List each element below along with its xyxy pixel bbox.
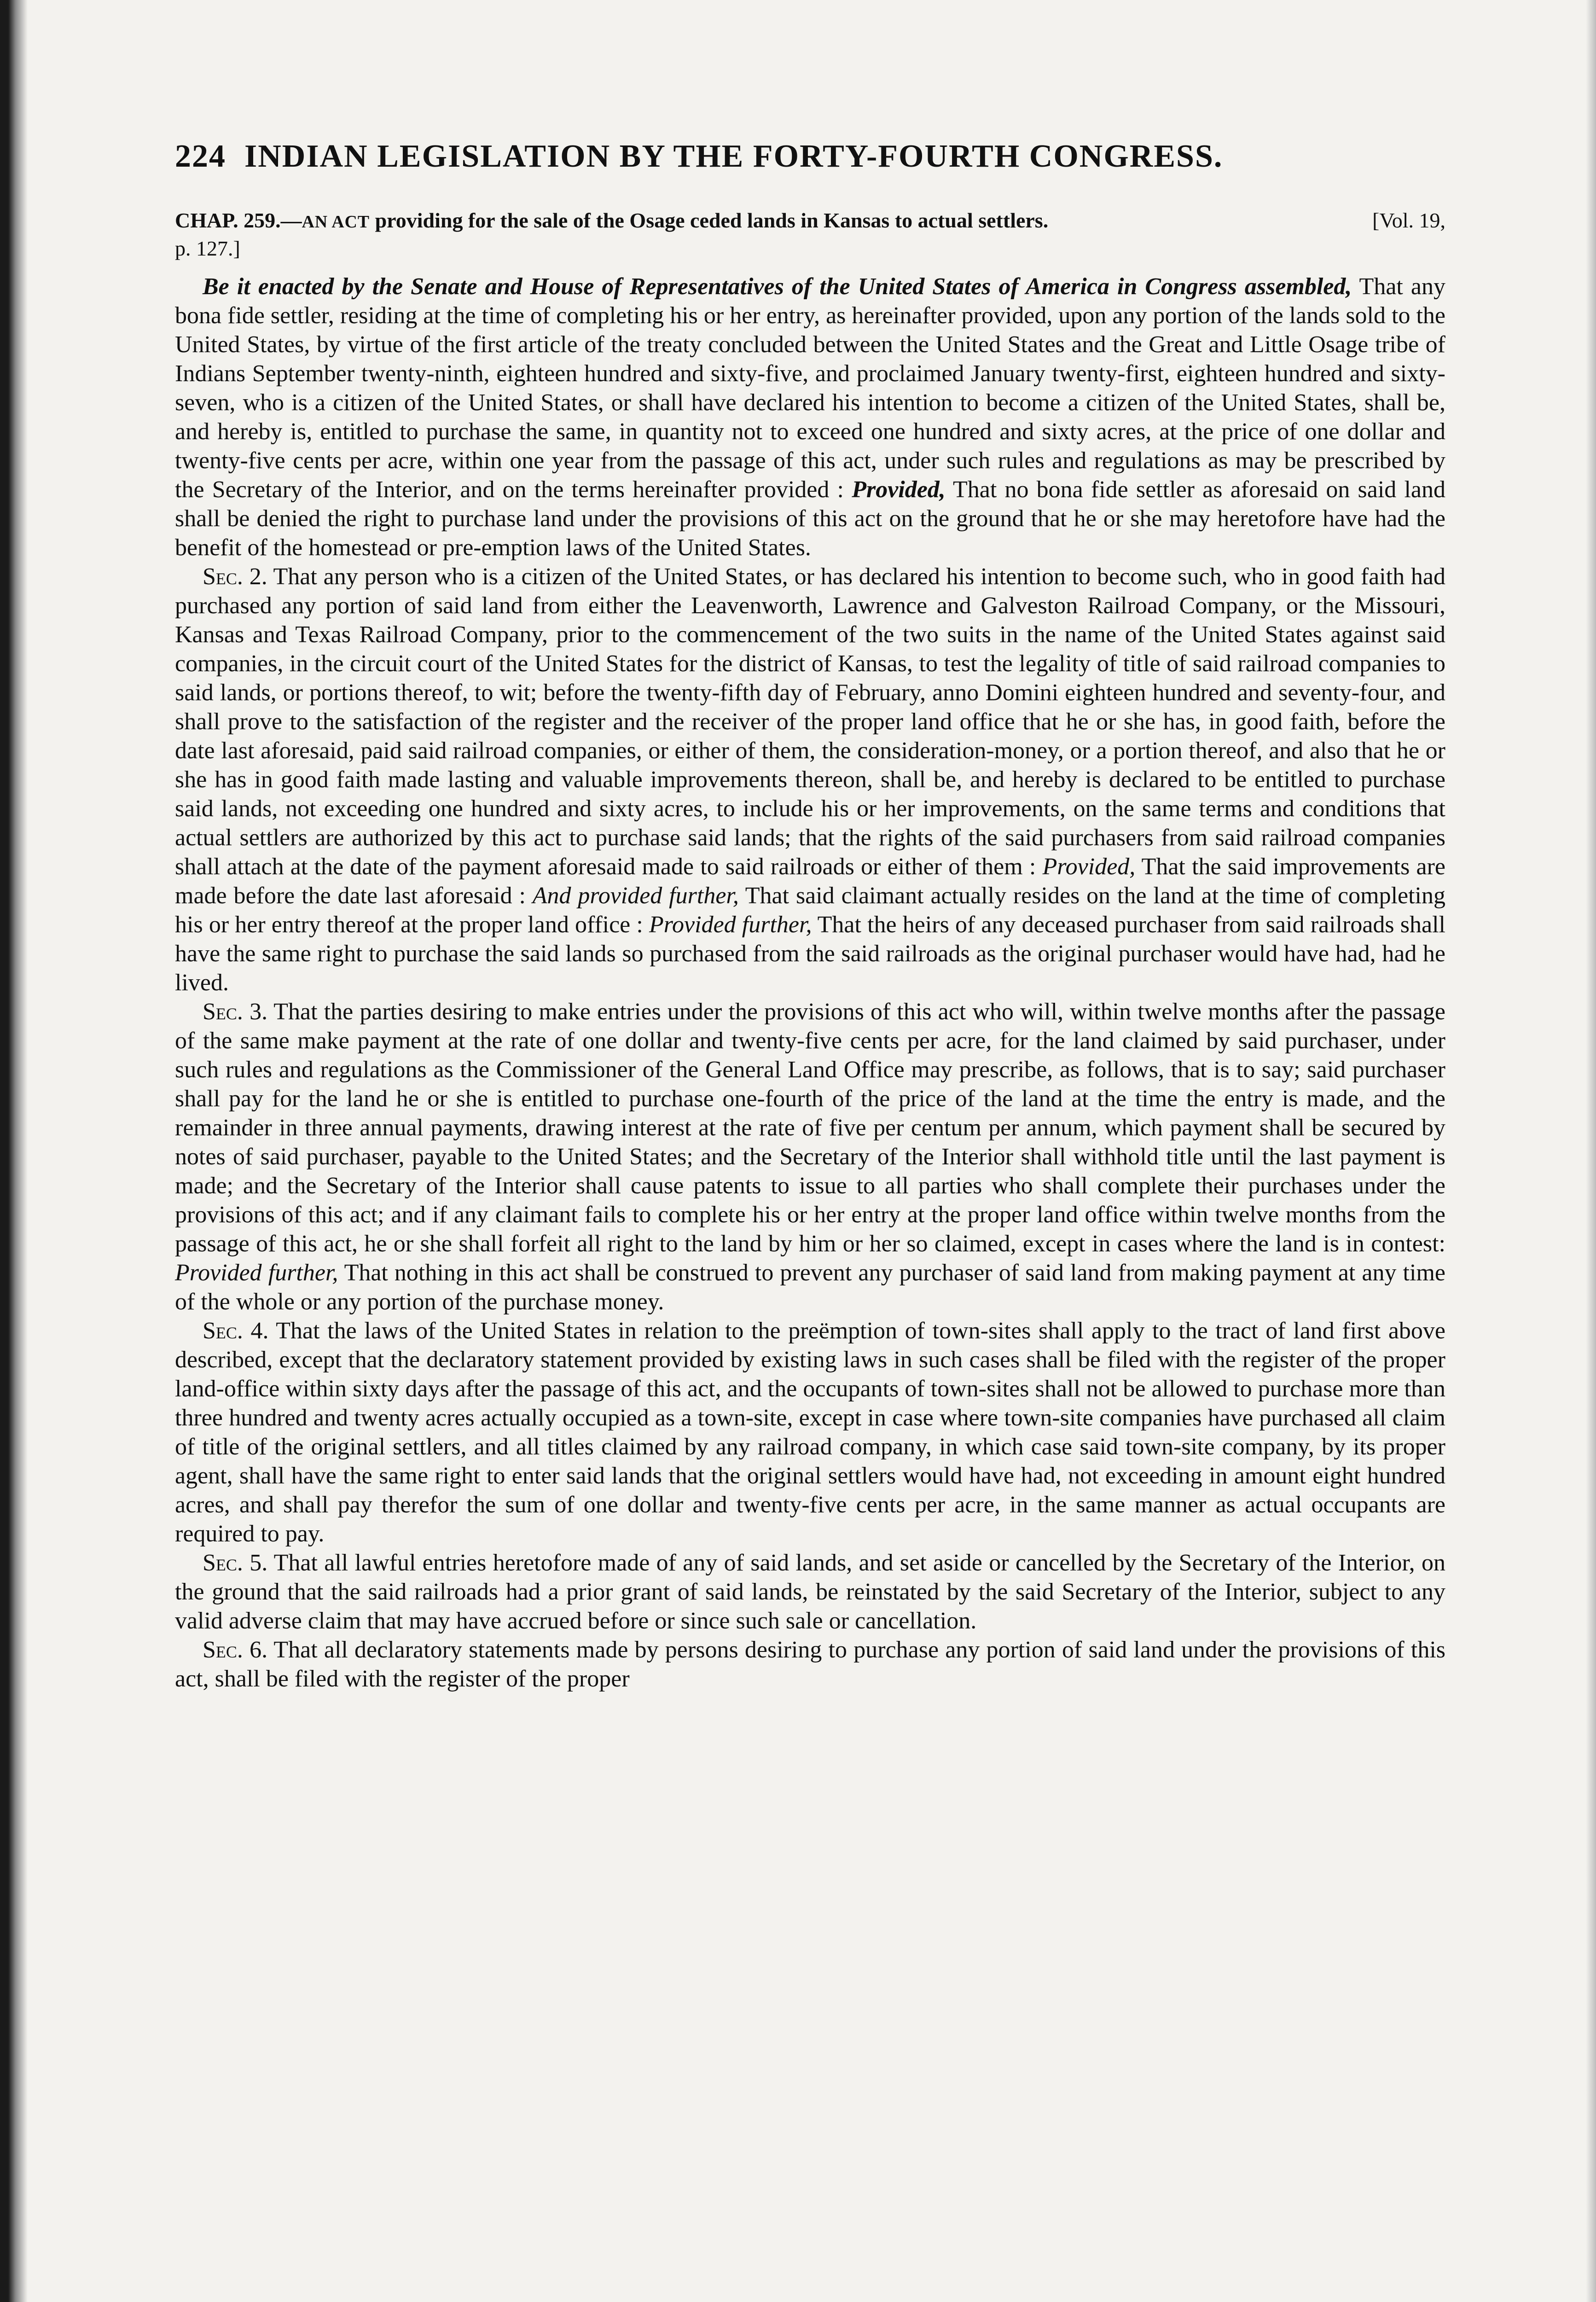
chapter-an-act: AN ACT — [302, 212, 370, 232]
sections-container — [175, 562, 1445, 1693]
section-label: Sec. 5. — [203, 1550, 268, 1576]
section-paragraph — [175, 1635, 1445, 1693]
section-paragraph — [175, 997, 1445, 1316]
document-page — [175, 138, 1445, 1693]
running-head — [175, 138, 1445, 175]
enacting-clause: Be it enacted by the Senate and House of Representatives of the United States of America in Congress assembled, — [203, 273, 1352, 300]
section-paragraph — [175, 1316, 1445, 1548]
page-number: 224 — [175, 139, 226, 174]
chapter-reference-continued: p. 127.] — [175, 237, 240, 260]
chapter-title: providing for the sale of the Osage ceded lands in Kansas to actual settlers. — [370, 209, 1049, 232]
section-proviso: And provided further, — [532, 883, 739, 909]
section-text: That the said improvements are made before the date last aforesaid : — [175, 854, 1445, 909]
section-proviso: Provided further, — [175, 1260, 338, 1286]
enacting-paragraph — [175, 272, 1445, 562]
section-text: That any person who is a citizen of the United States, or has declared his intention to become such, who in good faith had purchased any portion of said land from either the Leavenworth, Lawrence and Galveston Railroad Company, or the Missouri, Kansas and Texas Railroad Company, prior to the commencement of the two suits in the name of the United States against said companies, in the circuit court of the United States for the district of Kansas, to test the legality of title of said railroad companies to said lands, or portions thereof, to wit; before the twenty-fifth day of February, anno Domini eighteen hundred and seventy-four, and shall prove to the satisfaction of the register and the receiver of the proper land office that he or she has, in good faith, before the date last aforesaid, paid said railroad companies, or either of them, the consideration-money, or a portion thereof, and also that he or she has in good faith made lasting and valuable improvements thereon, shall be, and hereby is declared to be entitled to purchase said lands, not exceeding one hundred and sixty acres, to include his or her improvements, on the same terms and conditions that actual settlers are authorized by this act to purchase said lands; that the rights of the said purchasers from said railroad companies shall attach at the date of the payment aforesaid made to said railroads or either of them : — [175, 564, 1445, 880]
section-paragraph — [175, 562, 1445, 997]
chapter-reference: [Vol. 19, — [1372, 209, 1445, 232]
section-text: That all lawful entries heretofore made of any of said lands, and set aside or cancelled by the Secretary of the Interior, on the ground that the said railroads had a prior grant of said lands, be reinstated by the said Secretary of the Interior, subject to any valid adverse claim that may have accrued before or since such sale or cancellation. — [175, 1550, 1446, 1634]
section-text: That said claimant actually resides on the land at the time of completing his or her entry thereof at the proper land office : — [175, 883, 1445, 938]
page-binding-edge — [0, 0, 28, 2302]
section-text: That the heirs of any deceased purchaser from said railroads shall have the same right to purchase the said lands so purchased from the said railroads as the original purchaser would have had, had he lived. — [175, 912, 1445, 996]
section-text: That the laws of the United States in relation to the preëmption of town-sites shall apply to the tract of land first above described, except that the declaratory statement provided by existing laws in such cases shall be filed with the register of the proper land-office within sixty days after the passage of this act, and the occupants of town-sites shall not be allowed to purchase more than three hundred and twenty acres actually occupied as a town-site, except in case where town-site companies have purchased all claim of title of the original settlers, and all titles claimed by any railroad company, in which case said town-site company, by its proper agent, shall have the same right to enter said lands that the original settlers would have had, not exceeding in amount eight hundred acres, and shall pay therefor the sum of one dollar and twenty-five cents per acre, in the same manner as actual occupants are required to pay. — [175, 1318, 1445, 1547]
section-proviso: Provided, — [1042, 854, 1136, 880]
enacting-text-1: That any bona fide settler, residing at the time of completing his or her entry, as hereinafter provided, upon any portion of the lands sold to the United States, by virtue of the first article of the treaty concluded between the United States and the Great and Little Osage tribe of Indians September twenty-ninth, eighteen hundred and sixty-five, and proclaimed January twenty-first, eighteen hundred and sixty-seven, who is a citizen of the United States, or shall have declared his intention to become a citizen of the United States, shall be, and hereby is, entitled to purchase the same, in quantity not to exceed one hundred and sixty acres, at the price of one dollar and twenty-five cents per acre, within one year from the passage of this act, under such rules and regulations as may be prescribed by the Secretary of the Interior, and on the terms hereinafter provided : — [175, 273, 1445, 503]
enacting-text-2: That no bona fide settler as aforesaid on said land shall be denied the right to purchase land under the provisions of this act on the ground that he or she may heretofore have had the benefit of the homestead or pre-emption laws of the United States. — [175, 477, 1446, 561]
section-label: Sec. 4. — [203, 1318, 269, 1344]
page-right-edge — [1586, 0, 1596, 2302]
section-text: That all declaratory statements made by persons desiring to purchase any portion of said land under the provisions of this act, shall be filed with the register of the proper — [175, 1637, 1446, 1692]
section-paragraph — [175, 1548, 1445, 1635]
section-text: That nothing in this act shall be construed to prevent any purchaser of said land from making payment at any time of the whole or any portion of the purchase money. — [175, 1260, 1445, 1315]
section-label: Sec. 3. — [203, 999, 268, 1025]
chapter-label: CHAP. 259.— — [175, 209, 302, 232]
running-head-title: INDIAN LEGISLATION BY THE FORTY-FOURTH CONGRESS. — [244, 139, 1223, 174]
enacting-provided: Provided, — [852, 477, 946, 503]
section-proviso: Provided further, — [649, 912, 812, 938]
section-text: That the parties desiring to make entries under the provisions of this act who will, within twelve months after the passage of the same make payment at the rate of one dollar and twenty-five cents per acre, for the land claimed by said purchaser, under such rules and regulations as the Commissioner of the General Land Office may prescribe, as follows, that is to say; said purchaser shall pay for the land he or she is entitled to purchase one-fourth of the price of the land at the time the entry is made, and the remainder in three annual payments, drawing interest at the rate of five per centum per annum, which payment shall be secured by notes of said purchaser, payable to the United States; and the Secretary of the Interior shall withhold title until the last payment is made; and the Secretary of the Interior shall cause patents to issue to all parties who shall complete their purchases under the provisions of this act; and if any claimant fails to complete his or her entry at the proper land office within twelve months from the passage of this act, he or she shall forfeit all right to the land by him or her so claimed, except in cases where the land is in contest: — [175, 999, 1446, 1257]
section-label: Sec. 6. — [203, 1637, 268, 1663]
chapter-heading — [175, 207, 1445, 262]
section-label: Sec. 2. — [203, 564, 267, 590]
